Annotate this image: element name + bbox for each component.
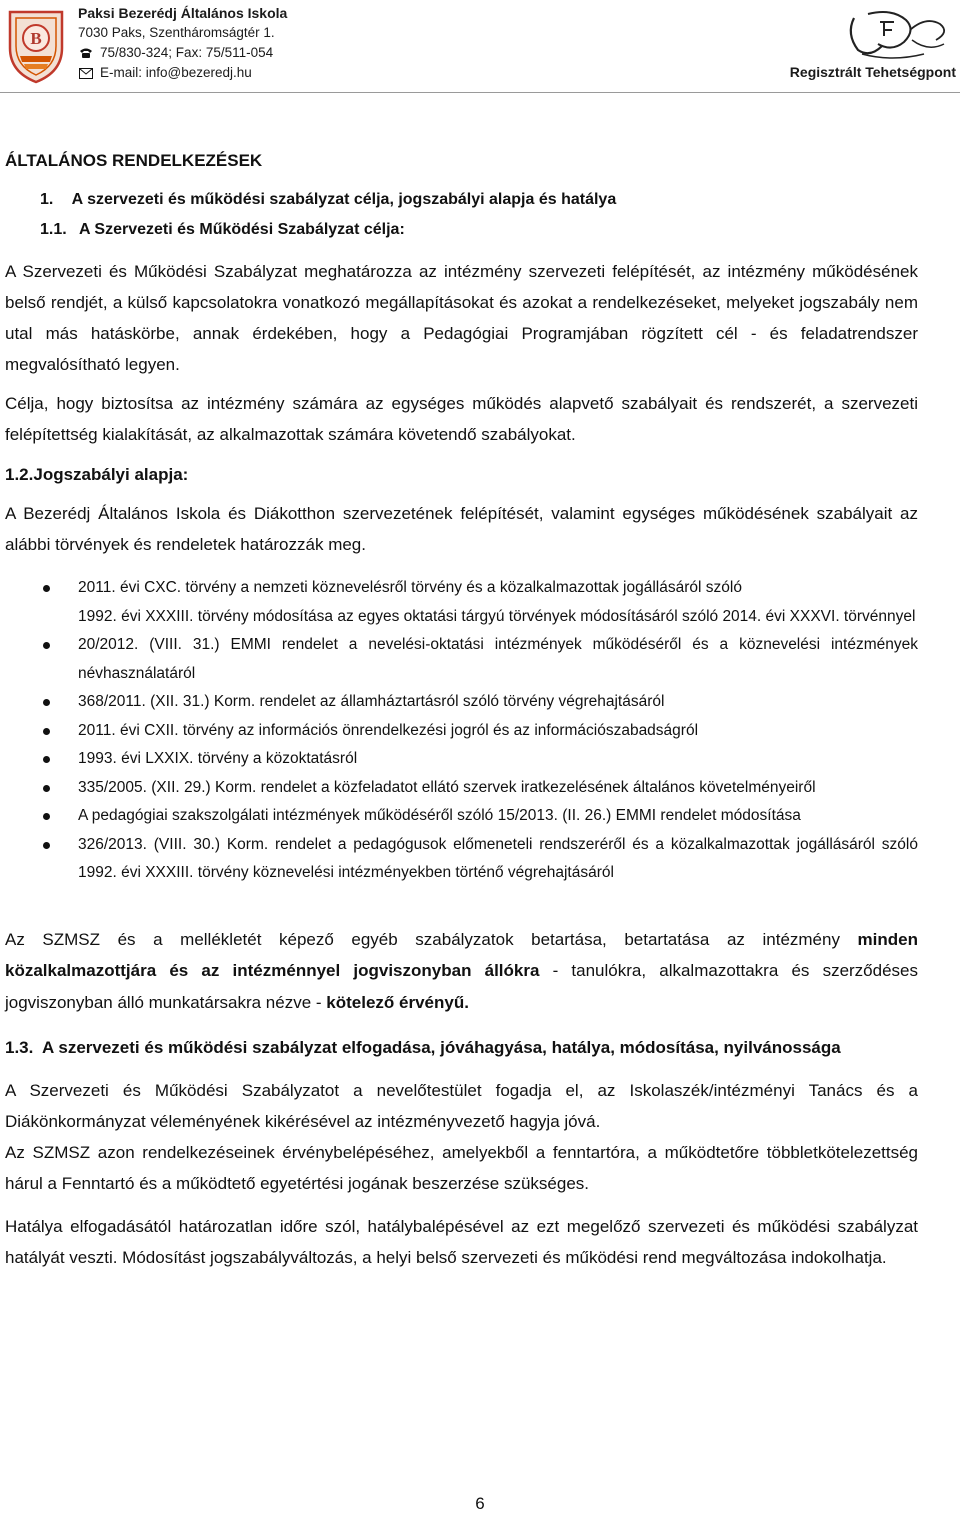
section-1-title: A szervezeti és működési szabályzat célja, jogszabályi alapja és hatálya — [71, 191, 617, 208]
paragraph-scope: Az SZMSZ és a mellékletét képező egyéb szabályzatok betartása, betartatása az intézmény minden közalkalmazottjára és az intézménnyel jogviszonyban állókra - tanulókra, alkalmazottakra és szerződéses jogviszonyban álló munkatársakra nézve - kötelező érvényű. — [5, 929, 919, 1012]
paragraph-adoption: A Szervezeti és Működési Szabályzatot a nevelőtestület fogadja el, az Iskolaszék/intézményi Tanács és a Diákönkormányzat véleményének kikérésével az intézményvezető hagyja jóvá. — [5, 1081, 918, 1131]
email-link[interactable]: E-mail: info@bezeredj.hu — [100, 65, 252, 80]
section-1-3-title: A szervezeti és működési szabályzat elfogadása, jóváhagyása, hatálya, módosítása, nyilvánossága — [42, 1038, 841, 1057]
section-1-number: 1. — [40, 191, 54, 208]
bullet-icon — [43, 728, 50, 735]
page-header — [0, 0, 960, 93]
section-1-1-title: A Szervezeti és Működési Szabályzat célja: — [79, 221, 405, 238]
law-list-item: 326/2013. (VIII. 30.) Korm. rendelet a pedagógusok előmeneteli rendszeréről és a közalkalmazottak jogállásáról szóló 1992. évi XXXIII. törvény köznevelési intézményekben történő végrehajtásáról — [5, 831, 918, 888]
bullet-icon — [43, 813, 50, 820]
bullet-icon — [43, 785, 50, 792]
section-1-heading — [40, 186, 918, 214]
law-list-item: A pedagógiai szakszolgálati intézmények működéséről szóló 15/2013. (II. 26.) EMMI rendelet módosítása — [5, 802, 918, 831]
svg-text:B: B — [30, 29, 42, 48]
section-1-3-heading — [5, 1032, 918, 1063]
section-1-2-title: Jogszabályi alapja: — [33, 465, 189, 484]
bullet-icon — [43, 585, 50, 592]
school-contact-block — [78, 3, 287, 83]
paragraph-maintainer: Az SZMSZ azon rendelkezéseinek érvénybelépéséhez, amelyekből a fenntartóra, a működtetőre többletkötelezettség hárul a Fenntartó és a működtető egyetértési jogának beszerzése szükséges. — [5, 1143, 918, 1193]
bullet-icon — [43, 642, 50, 649]
main-heading: ÁLTALÁNOS RENDELKEZÉSEK — [5, 151, 263, 170]
law-list-item: 2011. évi CXC. törvény a nemzeti köznevelésről törvény és a közalkalmazottak jogállásáról szóló — [5, 574, 918, 603]
law-list-item: 2011. évi CXII. törvény az információs önrendelkezési jogról és az információszabadságról — [5, 717, 918, 746]
paragraph-purpose: A Szervezeti és Működési Szabályzat meghatározza az intézmény szervezeti felépítését, az intézmény működésének belső rendjét, a külső kapcsolatokra vonatkozó megállapításokat és azokat a rendelkezéseket, melyeket jogszabály nem utal más hatáskörbe, annak érdekében, hogy a Pedagógiai Programjában rögzített cél - és feladatrendszer megvalósítható legyen. — [5, 262, 918, 374]
address-line — [78, 23, 287, 43]
address-text: 7030 Paks, Szentháromságtér 1. — [78, 25, 275, 40]
talent-point-label: Regisztrált Tehetségpont — [789, 64, 956, 80]
bullet-icon — [43, 699, 50, 706]
phone-text: 75/830-324; Fax: 75/511-054 — [100, 45, 274, 60]
paragraph-goal: Célja, hogy biztosítsa az intézmény számára az egységes működés alapvető szabályait és rendszerét, a szervezeti felépítettség kialakítását, az alkalmazottak számára követendő szabályokat. — [5, 394, 918, 444]
law-list-item: 1993. évi LXXIX. törvény a közoktatásról — [5, 745, 918, 774]
phone-line — [78, 43, 287, 63]
email-line — [78, 63, 287, 83]
phone-icon — [78, 47, 94, 59]
section-1-2-heading — [5, 460, 918, 490]
section-1-1-heading — [40, 216, 918, 244]
paragraph-legal-basis: A Bezerédj Általános Iskola és Diákotthon szervezetének felépítését, valamint egységes működésének szabályait az alábbi törvények és rendeletek határozzák meg. — [5, 504, 918, 554]
paragraph-validity: Hatálya elfogadásától határozatlan időre szól, hatálybalépésével az ezt megelőző szervezeti és működési szabályzat hatályát veszti. Módosítást jogszabályváltozás, a helyi belső szervezeti és működési rend megváltozása indokolhatja. — [5, 1217, 918, 1267]
section-1-2-number: 1.2. — [5, 465, 34, 484]
talent-point-logo-icon — [832, 10, 952, 60]
section-1-1-number: 1.1. — [40, 221, 67, 238]
bullet-icon — [43, 756, 50, 763]
law-list — [5, 574, 918, 888]
school-crest-icon — [4, 4, 68, 84]
law-list-item: 20/2012. (VIII. 31.) EMMI rendelet a nevelési-oktatási intézmények működéséről és a köznevelési intézmények névhasználatáról — [5, 631, 918, 688]
document-body — [5, 146, 918, 1273]
scope-emphasis: minden közalkalmazottjára és az intézménnyel jogviszonyban állókra — [5, 929, 918, 980]
law-list-item: 1992. évi XXXIII. törvény módosítása az egyes oktatási tárgyú törvények módosításáról szóló 2014. évi XXXVI. törvénnyel — [78, 607, 916, 625]
binding-emphasis: kötelező érvényű. — [326, 992, 469, 1012]
bullet-icon — [43, 842, 50, 849]
section-1-3-number: 1.3. — [5, 1038, 34, 1057]
law-list-item: 335/2005. (XII. 29.) Korm. rendelet a közfeladatot ellátó szervek iratkezelésének általános követelményeiről — [5, 774, 918, 803]
page-number: 6 — [475, 1494, 485, 1513]
law-list-item: 368/2011. (XII. 31.) Korm. rendelet az államháztartásról szóló törvény végrehajtásáról — [5, 688, 918, 717]
school-name: Paksi Bezerédj Általános Iskola — [78, 5, 288, 21]
mail-icon — [78, 68, 94, 79]
